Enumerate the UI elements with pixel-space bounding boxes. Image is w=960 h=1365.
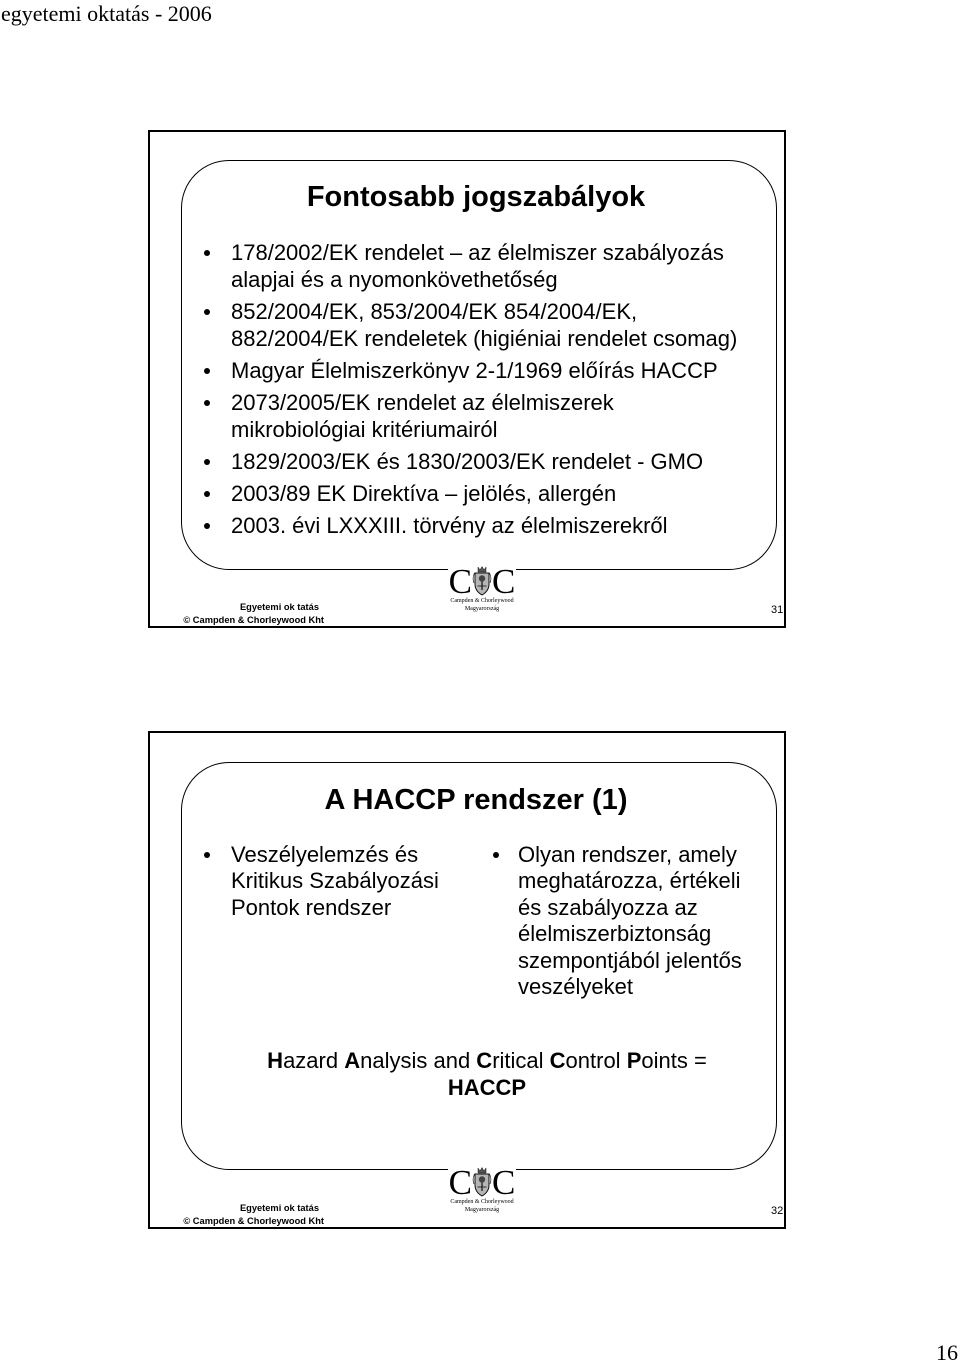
- definition-text: azard: [283, 1047, 345, 1073]
- list-item-line: Olyan rendszer, amely: [518, 841, 737, 867]
- list-item: [203, 512, 737, 539]
- bullet-list: [203, 239, 737, 544]
- slide-haccp: [148, 731, 786, 1229]
- bullet-marker: [204, 250, 210, 256]
- page-number: 16: [936, 1340, 958, 1365]
- logo-country: Magyarország: [464, 1207, 500, 1213]
- logo-letter: C: [448, 562, 472, 601]
- list-item-line: 2073/2005/EK rendelet az élelmiszerek: [231, 389, 614, 415]
- slide-title: Fontosabb jogszabályok: [306, 181, 646, 213]
- bullet-marker: [204, 368, 210, 374]
- list-item-line: 852/2004/EK, 853/2004/EK 854/2004/EK,: [231, 298, 638, 324]
- definition-text: ritical: [492, 1047, 550, 1073]
- slide-number: 31: [771, 604, 784, 616]
- list-item: [203, 448, 737, 475]
- bullet-marker: [204, 491, 210, 497]
- list-item-line: élelmiszerbiztonság: [518, 921, 712, 947]
- campden-chorleywood-logo: [448, 1163, 516, 1215]
- list-item: [203, 389, 737, 443]
- crest-icon: [472, 1167, 492, 1197]
- bullet-marker: [204, 400, 210, 406]
- footer-copyright: © Campden & Chorleywood Kht: [183, 1215, 324, 1226]
- list-item: [203, 239, 737, 293]
- definition-initial: A: [344, 1047, 361, 1073]
- list-item: [203, 480, 737, 507]
- list-item: [203, 842, 439, 922]
- list-item-line: 1829/2003/EK és 1830/2003/EK rendelet - GMO: [231, 448, 704, 474]
- definition-initial: P: [626, 1047, 642, 1073]
- list-item-line: Veszélyelemzés és: [231, 841, 419, 867]
- footer-course: Egyetemi ok tatás: [239, 601, 319, 612]
- definition-line: [189, 1047, 785, 1074]
- list-item-line: mikrobiológiai kritériumairól: [231, 416, 498, 442]
- bullet-marker: [204, 523, 210, 529]
- list-item-line: alapjai és a nyomonkövethetőség: [231, 266, 558, 292]
- logo-letter: C: [492, 1163, 516, 1202]
- definition-text: ontrol: [565, 1047, 627, 1073]
- definition-initial: H: [267, 1047, 284, 1073]
- list-item-line: Kritikus Szabályozási: [231, 868, 439, 894]
- slide-footer: [183, 601, 324, 627]
- footer-copyright: © Campden & Chorleywood Kht: [183, 614, 324, 625]
- logo-country: Magyarország: [464, 606, 500, 612]
- definition-initial: C: [549, 1047, 566, 1073]
- definition-initial: C: [476, 1047, 493, 1073]
- list-item-line: szempontjából jelentős: [518, 947, 742, 973]
- logo-letter: C: [448, 1163, 472, 1202]
- bullet-marker: [204, 852, 210, 858]
- crest-icon: [472, 566, 492, 596]
- definition-acronym: HACCP: [447, 1074, 527, 1100]
- logo-name: Campden & Chorleywood: [450, 598, 514, 604]
- logo-name: Campden & Chorleywood: [450, 1199, 514, 1205]
- slide-legislation: [148, 130, 786, 628]
- slide-title: A HACCP rendszer (1): [324, 784, 628, 816]
- list-item-line: Pontok rendszer: [231, 894, 392, 920]
- page-header: egyetemi oktatás - 2006: [1, 1, 212, 26]
- list-item-line: Magyar Élelmiszerkönyv 2-1/1969 előírás HACCP: [231, 357, 718, 383]
- slide-number: 32: [771, 1205, 784, 1217]
- slide-footer: [183, 1202, 324, 1228]
- list-item: [492, 842, 742, 1001]
- list-item-line: 2003. évi LXXXIII. törvény az élelmiszerekről: [231, 512, 668, 538]
- list-item-line: és szabályozza az: [518, 894, 698, 920]
- list-item-line: veszélyeket: [518, 974, 633, 1000]
- haccp-definition: [189, 1047, 785, 1101]
- list-item-line: 2003/89 EK Direktíva – jelölés, allergén: [231, 480, 617, 506]
- definition-text: nalysis and: [360, 1047, 477, 1073]
- list-item: [203, 357, 737, 384]
- campden-chorleywood-logo: [448, 562, 516, 614]
- list-item-line: 882/2004/EK rendeletek (higiéniai rendelet csomag): [231, 325, 738, 351]
- logo-letter: C: [492, 562, 516, 601]
- footer-course: Egyetemi ok tatás: [239, 1202, 319, 1213]
- list-item: [203, 298, 737, 352]
- definition-text: oints =: [641, 1047, 707, 1073]
- bullet-marker: [204, 459, 210, 465]
- bullet-marker: [204, 309, 210, 315]
- bullet-marker: [493, 852, 499, 858]
- list-item-line: 178/2002/EK rendelet – az élelmiszer szabályozás: [231, 239, 724, 265]
- list-item-line: meghatározza, értékeli: [518, 868, 741, 894]
